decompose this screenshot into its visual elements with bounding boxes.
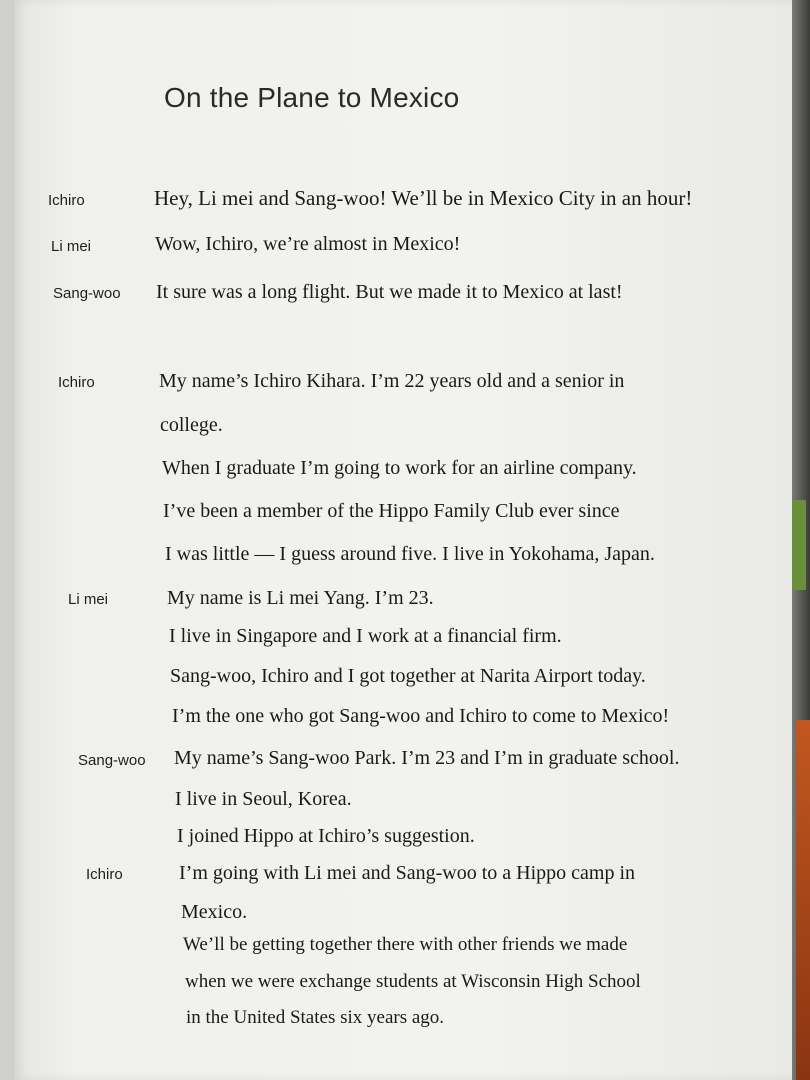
speaker-label: Ichiro — [58, 374, 95, 391]
dialogue-line: I live in Singapore and I work at a financial firm. — [169, 625, 562, 647]
dialogue-line: Mexico. — [181, 901, 248, 923]
speaker-label: Ichiro — [86, 866, 123, 883]
dialogue-line: I was little — I guess around five. I live in Yokohama, Japan. — [165, 543, 655, 565]
speaker-label: Sang-woo — [78, 752, 146, 769]
dialogue-line: college. — [160, 414, 223, 436]
dialogue-line: I’m going with Li mei and Sang-woo to a Hippo camp in — [179, 862, 636, 884]
speaker-label: Li mei — [68, 591, 109, 608]
book-page — [14, 0, 794, 1080]
dialogue-line: When I graduate I’m going to work for an airline company. — [162, 457, 637, 479]
dialogue-line: My name is Li mei Yang. I’m 23. — [167, 587, 434, 609]
dialogue-line: It sure was a long flight. But we made it to Mexico at last! — [156, 281, 623, 303]
dialogue-line: in the United States six years ago. — [186, 1007, 445, 1028]
dialogue-line: Hey, Li mei and Sang-woo! We’ll be in Mexico City in an hour! — [154, 186, 693, 210]
dialogue-line: when we were exchange students at Wisconsin High School — [185, 971, 641, 992]
dialogue-line: We’ll be getting together there with other friends we made — [183, 934, 628, 955]
dialogue-line: I joined Hippo at Ichiro’s suggestion. — [177, 825, 475, 847]
dialogue-line: Wow, Ichiro, we’re almost in Mexico! — [155, 233, 461, 255]
speaker-label: Li mei — [51, 238, 92, 255]
dialogue-line: I’ve been a member of the Hippo Family Club ever since — [163, 500, 620, 522]
book-edge-accent — [792, 500, 806, 590]
speaker-label: Ichiro — [48, 192, 85, 209]
dialogue-line: Sang-woo, Ichiro and I got together at Narita Airport today. — [170, 665, 646, 687]
dialogue-line: My name’s Ichiro Kihara. I’m 22 years old and a senior in — [159, 370, 625, 392]
dialogue-line: I live in Seoul, Korea. — [175, 788, 352, 810]
dialogue-line: I’m the one who got Sang-woo and Ichiro to come to Mexico! — [172, 705, 670, 727]
book-cover-edge — [796, 720, 810, 1080]
speaker-label: Sang-woo — [53, 285, 121, 302]
page-title: On the Plane to Mexico — [164, 82, 460, 113]
dialogue-line: My name’s Sang-woo Park. I’m 23 and I’m in graduate school. — [174, 747, 680, 769]
